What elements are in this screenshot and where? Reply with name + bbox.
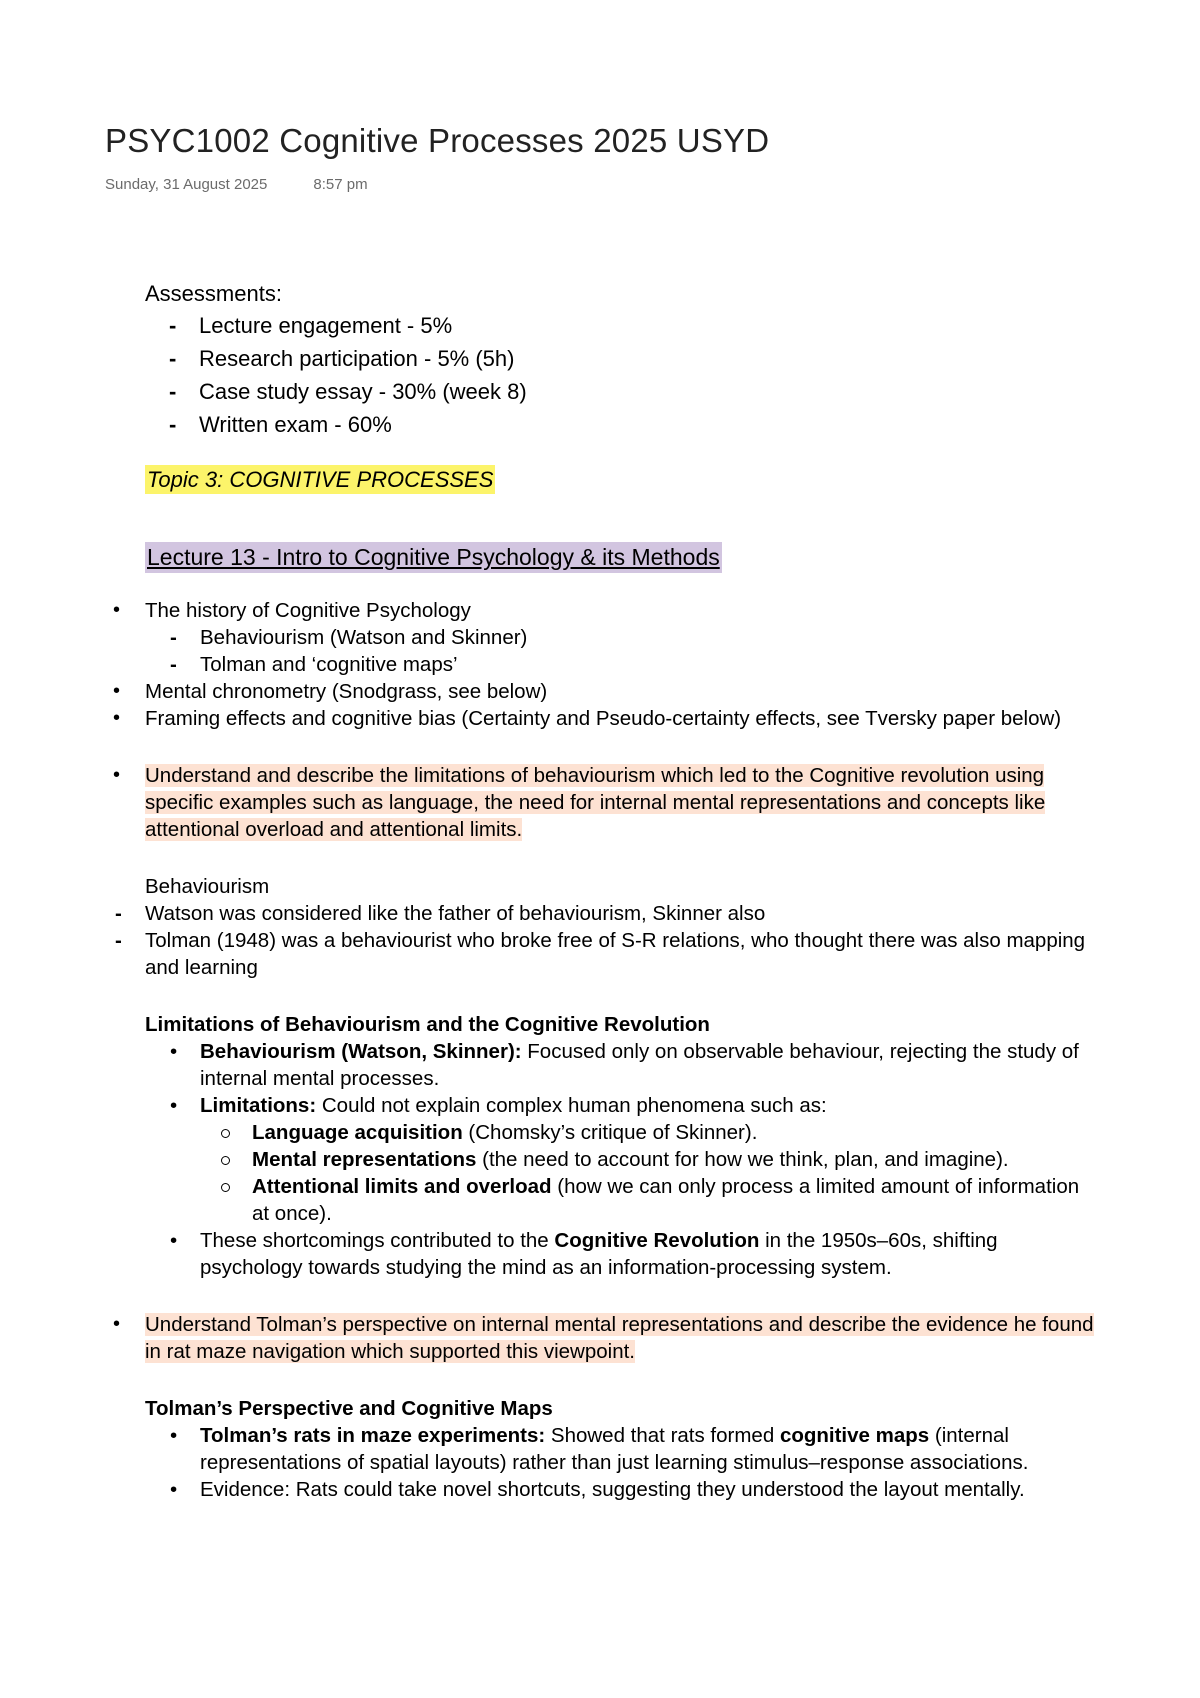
page-date: Sunday, 31 August 2025	[105, 176, 268, 193]
topic-heading: Topic 3: COGNITIVE PROCESSES	[147, 467, 494, 492]
assessments-heading: Assessments:	[145, 281, 282, 306]
list-item: - Written exam - 60%	[145, 408, 1095, 441]
list-item: • These shortcomings contributed to the Cognitive Revolution in the 1950s–60s, shifting psychology towards studying the mind as an information-processing system.	[145, 1227, 1095, 1281]
objective-highlight: Understand and describe the limitations of behaviourism which led to the Cognitive revolution using specific examples such as language, the need for internal mental representations and concepts like attentional overload and attentional limits.	[145, 764, 1046, 841]
list-item: • The history of Cognitive Psychology - Behaviourism (Watson and Skinner) - Tolman and ‘cognitive maps’	[145, 597, 1095, 678]
page-time: 8:57 pm	[313, 176, 368, 193]
objective-list-2	[145, 1311, 1095, 1365]
list-item: - Research participation - 5% (5h)	[145, 342, 1095, 375]
list-item: - Behaviourism (Watson and Skinner)	[145, 624, 1095, 651]
behaviourism-list	[145, 900, 1095, 981]
list-item: Attentional limits and overload (how we can only process a limited amount of information at once).	[200, 1173, 1095, 1227]
list-item: - Case study essay - 30% (week 8)	[145, 375, 1095, 408]
list-item: • Limitations: Could not explain complex human phenomena such as: Language acquisition (Chomsky’s critique of Skinner). Mental representations (the need to account for how we think, plan, and imagine). Attentional limits and overload (how we can only process a limited amount of information at once).	[145, 1092, 1095, 1227]
list-item: - Tolman (1948) was a behaviourist who broke free of S-R relations, who thought there was also mapping and learning	[145, 927, 1095, 981]
list-item: • Behaviourism (Watson, Skinner): Focused only on observable behaviour, rejecting the study of internal mental processes.	[145, 1038, 1095, 1092]
list-item: • Evidence: Rats could take novel shortcuts, suggesting they understood the layout mentally.	[145, 1476, 1095, 1503]
history-sublist	[145, 624, 1095, 678]
page-title: PSYC1002 Cognitive Processes 2025 USYD	[105, 122, 770, 159]
note-content	[145, 280, 1095, 1503]
list-item: Language acquisition (Chomsky’s critique of Skinner).	[200, 1119, 1095, 1146]
lecture-heading: Lecture 13 - Intro to Cognitive Psychology & its Methods	[145, 542, 722, 573]
list-item: • Mental chronometry (Snodgrass, see below)	[145, 678, 1095, 705]
limitations-list	[145, 1038, 1095, 1281]
overview-list	[145, 597, 1095, 732]
list-item	[145, 1311, 1095, 1365]
assessments-list	[145, 309, 1095, 441]
objective-list-1	[145, 762, 1095, 843]
list-item: Mental representations (the need to account for how we think, plan, and imagine).	[200, 1146, 1095, 1173]
list-item: - Lecture engagement - 5%	[145, 309, 1095, 342]
list-item: - Tolman and ‘cognitive maps’	[145, 651, 1095, 678]
tolman-heading: Tolman’s Perspective and Cognitive Maps	[145, 1397, 553, 1420]
behaviourism-heading: Behaviourism	[145, 875, 270, 898]
limitations-sublist	[200, 1119, 1095, 1227]
list-item: • Framing effects and cognitive bias (Certainty and Pseudo-certainty effects, see Tversky paper below)	[145, 705, 1095, 732]
list-item: - Watson was considered like the father of behaviourism, Skinner also	[145, 900, 1095, 927]
limitations-heading: Limitations of Behaviourism and the Cognitive Revolution	[145, 1013, 710, 1036]
page-meta	[105, 176, 368, 193]
list-item: • Tolman’s rats in maze experiments: Showed that rats formed cognitive maps (internal representations of spatial layouts) rather than just learning stimulus–response associations.	[145, 1422, 1095, 1476]
list-item	[145, 762, 1095, 843]
tolman-list	[145, 1422, 1095, 1503]
objective-highlight: Understand Tolman’s perspective on internal mental representations and describe the evidence he found in rat maze navigation which supported this viewpoint.	[145, 1313, 1094, 1363]
